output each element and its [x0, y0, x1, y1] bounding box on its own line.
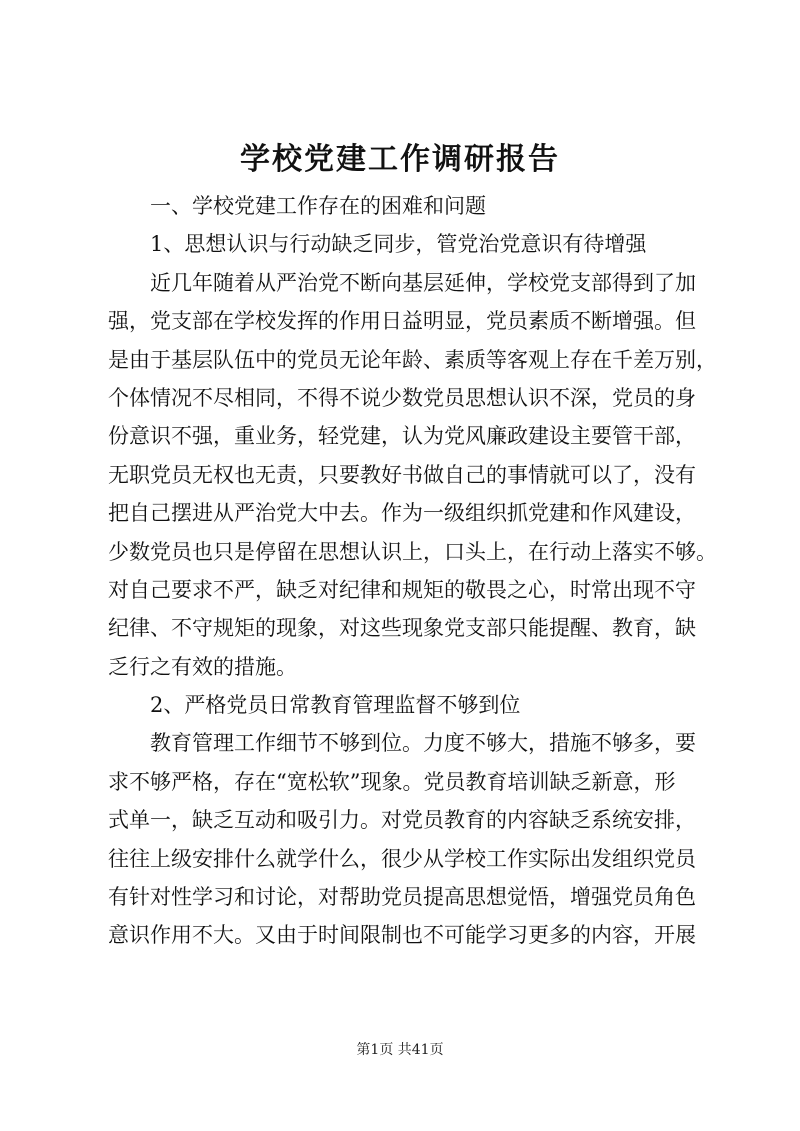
- paragraph-line: 近几年随着从严治党不断向基层延伸，学校党支部得到了加: [150, 270, 696, 295]
- subsection-heading: 2、严格党员日常教育管理监督不够到位: [150, 693, 521, 718]
- paragraph-line: 乏行之有效的措施。: [108, 654, 297, 679]
- document-title: 学校党建工作调研报告: [240, 142, 560, 177]
- paragraph-line: 强，党支部在学校发挥的作用日益明显，党员素质不断增强。但: [108, 309, 696, 334]
- paragraph-line: 份意识不强，重业务，轻党建，认为党风廉政建设主要管干部，: [108, 424, 696, 449]
- paragraph-line: 是由于基层队伍中的党员无论年龄、素质等客观上存在千差万别，: [108, 347, 717, 372]
- section-heading: 一、学校党建工作存在的困难和问题: [150, 194, 486, 218]
- page-footer: 第1页 共41页: [356, 1042, 444, 1058]
- paragraph-line: 对自己要求不严，缺乏对纪律和规矩的敬畏之心，时常出现不守: [108, 577, 696, 602]
- subsection-heading: 1、思想认识与行动缺乏同步，管党治党意识有待增强: [150, 232, 647, 257]
- paragraph-line: 少数党员也只是停留在思想认识上，口头上，在行动上落实不够。: [108, 539, 717, 564]
- document-body: [108, 187, 717, 955]
- paragraph-line: 无职党员无权也无责，只要教好书做自己的事情就可以了，没有: [108, 462, 696, 487]
- paragraph-line: 求不够严格，存在“宽松软”现象。党员教育培训缺乏新意，形: [108, 769, 676, 794]
- paragraph-line: 纪律、不守规矩的现象，对这些现象党支部只能提醒、教育，缺: [108, 616, 696, 641]
- paragraph-line: 往往上级安排什么就学什么，很少从学校工作实际出发组织党员: [108, 846, 696, 871]
- paragraph-line: 有针对性学习和讨论，对帮助党员提高思想觉悟，增强党员角色: [108, 885, 696, 910]
- paragraph-line: 意识作用不大。又由于时间限制也不可能学习更多的内容，开展: [108, 923, 696, 948]
- paragraph-line: 教育管理工作细节不够到位。力度不够大，措施不够多，要: [150, 731, 696, 756]
- paragraph-line: 把自己摆进从严治党大中去。作为一级组织抓党建和作风建设，: [108, 501, 696, 526]
- paragraph-line: 式单一，缺乏互动和吸引力。对党员教育的内容缺乏系统安排，: [108, 808, 696, 833]
- paragraph-line: 个体情况不尽相同，不得不说少数党员思想认识不深，党员的身: [108, 385, 696, 410]
